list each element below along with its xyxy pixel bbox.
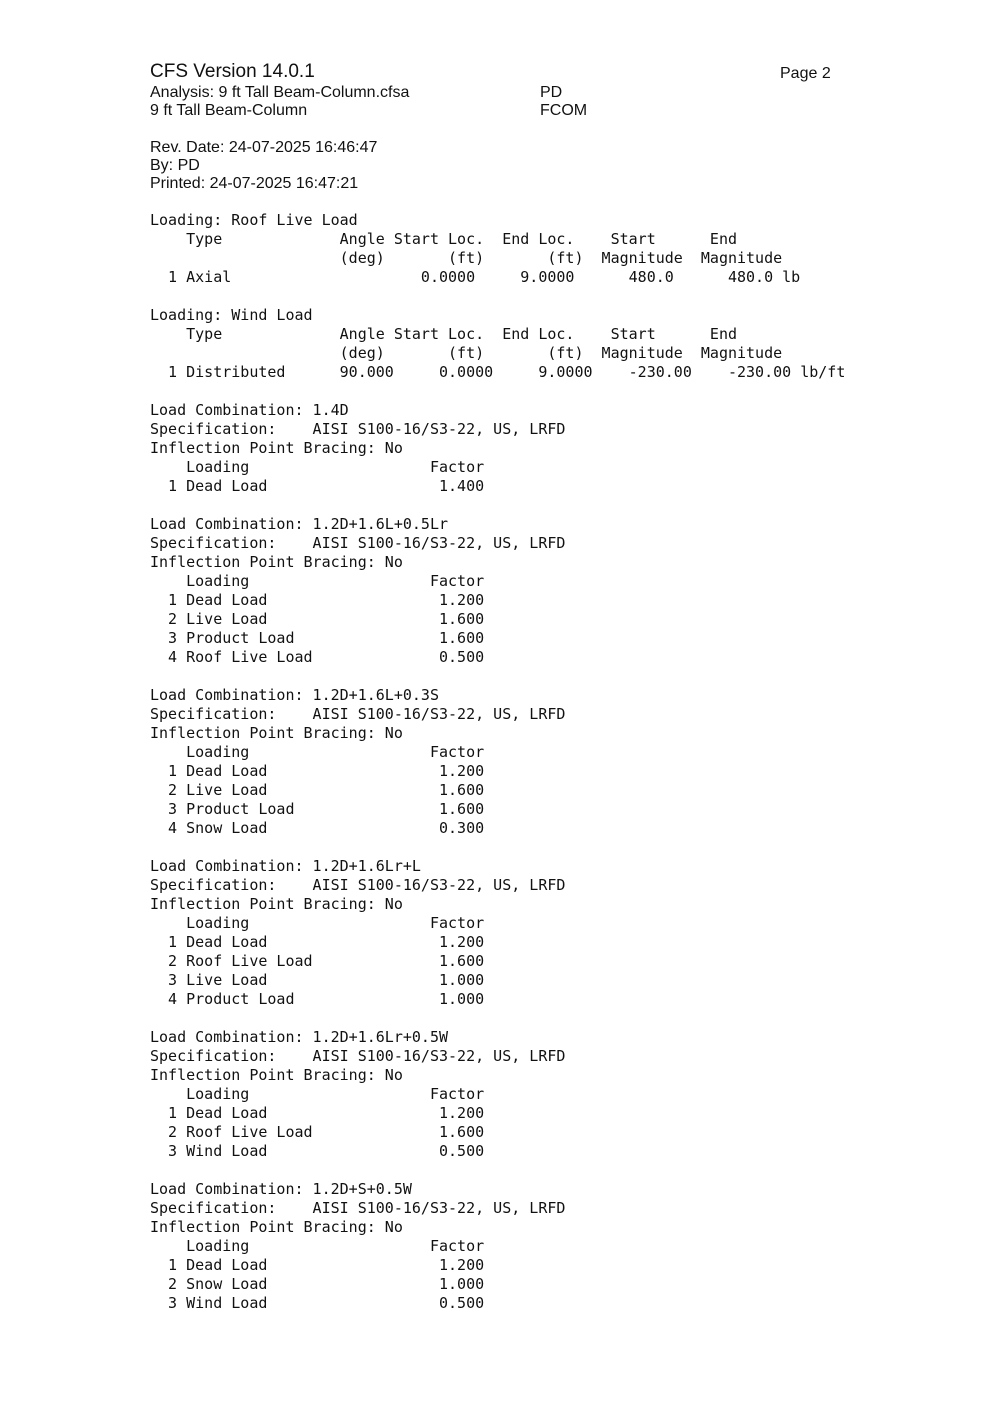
report-line: Loading: Wind Load: [150, 306, 313, 324]
report-line: Loading Factor: [150, 743, 485, 761]
printed-date: Printed: 24-07-2025 16:47:21: [150, 175, 359, 192]
report-line: 2 Live Load 1.600: [150, 781, 485, 799]
report-line: Specification: AISI S100-16/S3-22, US, LRFD: [150, 420, 566, 438]
report-line: Inflection Point Bracing: No: [150, 439, 403, 457]
report-line: Inflection Point Bracing: No: [150, 553, 403, 571]
report-line: 2 Snow Load 1.000: [150, 1275, 485, 1293]
report-line: 2 Roof Live Load 1.600: [150, 952, 485, 970]
report-line: 3 Wind Load 0.500: [150, 1294, 485, 1312]
report-line: (deg) (ft) (ft) Magnitude Magnitude: [150, 249, 783, 267]
report-line: Inflection Point Bracing: No: [150, 1066, 403, 1084]
report-line: Load Combination: 1.4D: [150, 401, 349, 419]
report-line: Loading: Roof Live Load: [150, 211, 358, 229]
model-name: 9 ft Tall Beam-Column: [150, 102, 308, 119]
report-line: 1 Distributed 90.000 0.0000 9.0000 -230.00 -230.00 lb/ft: [150, 363, 846, 381]
code-fcom: FCOM: [540, 102, 588, 119]
report-line: (deg) (ft) (ft) Magnitude Magnitude: [150, 344, 783, 362]
code-pd: PD: [540, 84, 563, 101]
report-line: 2 Roof Live Load 1.600: [150, 1123, 485, 1141]
report-line: Specification: AISI S100-16/S3-22, US, LRFD: [150, 876, 566, 894]
report-line: Specification: AISI S100-16/S3-22, US, LRFD: [150, 1047, 566, 1065]
report-line: Load Combination: 1.2D+1.6Lr+0.5W: [150, 1028, 449, 1046]
page-number: Page 2: [780, 65, 831, 82]
author: By: PD: [150, 157, 200, 174]
report-line: 3 Wind Load 0.500: [150, 1142, 485, 1160]
report-line: Type Angle Start Loc. End Loc. Start End: [150, 325, 737, 343]
report-line: 3 Product Load 1.600: [150, 629, 485, 647]
report-line: Loading Factor: [150, 572, 485, 590]
report-line: 3 Live Load 1.000: [150, 971, 485, 989]
report-line: 4 Roof Live Load 0.500: [150, 648, 485, 666]
app-version-title: CFS Version 14.0.1: [150, 61, 315, 82]
report-line: 1 Dead Load 1.400: [150, 477, 485, 495]
report-line: 1 Dead Load 1.200: [150, 762, 485, 780]
report-line: 1 Axial 0.0000 9.0000 480.0 480.0 lb: [150, 268, 801, 286]
report-line: 2 Live Load 1.600: [150, 610, 485, 628]
report-line: Load Combination: 1.2D+1.6L+0.5Lr: [150, 515, 449, 533]
report-line: Inflection Point Bracing: No: [150, 724, 403, 742]
rev-date: Rev. Date: 24-07-2025 16:46:47: [150, 139, 378, 156]
report-line: Inflection Point Bracing: No: [150, 895, 403, 913]
report-line: 1 Dead Load 1.200: [150, 933, 485, 951]
report-line: Inflection Point Bracing: No: [150, 1218, 403, 1236]
report-body: [150, 211, 845, 1313]
report-line: Load Combination: 1.2D+S+0.5W: [150, 1180, 412, 1198]
report-line: Specification: AISI S100-16/S3-22, US, LRFD: [150, 705, 566, 723]
report-line: 1 Dead Load 1.200: [150, 591, 485, 609]
report-line: Loading Factor: [150, 458, 485, 476]
report-line: Loading Factor: [150, 1237, 485, 1255]
report-line: Load Combination: 1.2D+1.6Lr+L: [150, 857, 421, 875]
report-line: Loading Factor: [150, 914, 485, 932]
report-line: Load Combination: 1.2D+1.6L+0.3S: [150, 686, 439, 704]
report-line: Type Angle Start Loc. End Loc. Start End: [150, 230, 737, 248]
report-line: 4 Snow Load 0.300: [150, 819, 485, 837]
report-line: Specification: AISI S100-16/S3-22, US, LRFD: [150, 1199, 566, 1217]
report-line: 1 Dead Load 1.200: [150, 1256, 485, 1274]
report-line: 4 Product Load 1.000: [150, 990, 485, 1008]
report-line: Specification: AISI S100-16/S3-22, US, LRFD: [150, 534, 566, 552]
report-line: 3 Product Load 1.600: [150, 800, 485, 818]
report-line: 1 Dead Load 1.200: [150, 1104, 485, 1122]
report-line: Loading Factor: [150, 1085, 485, 1103]
analysis-file: Analysis: 9 ft Tall Beam-Column.cfsa: [150, 84, 410, 101]
